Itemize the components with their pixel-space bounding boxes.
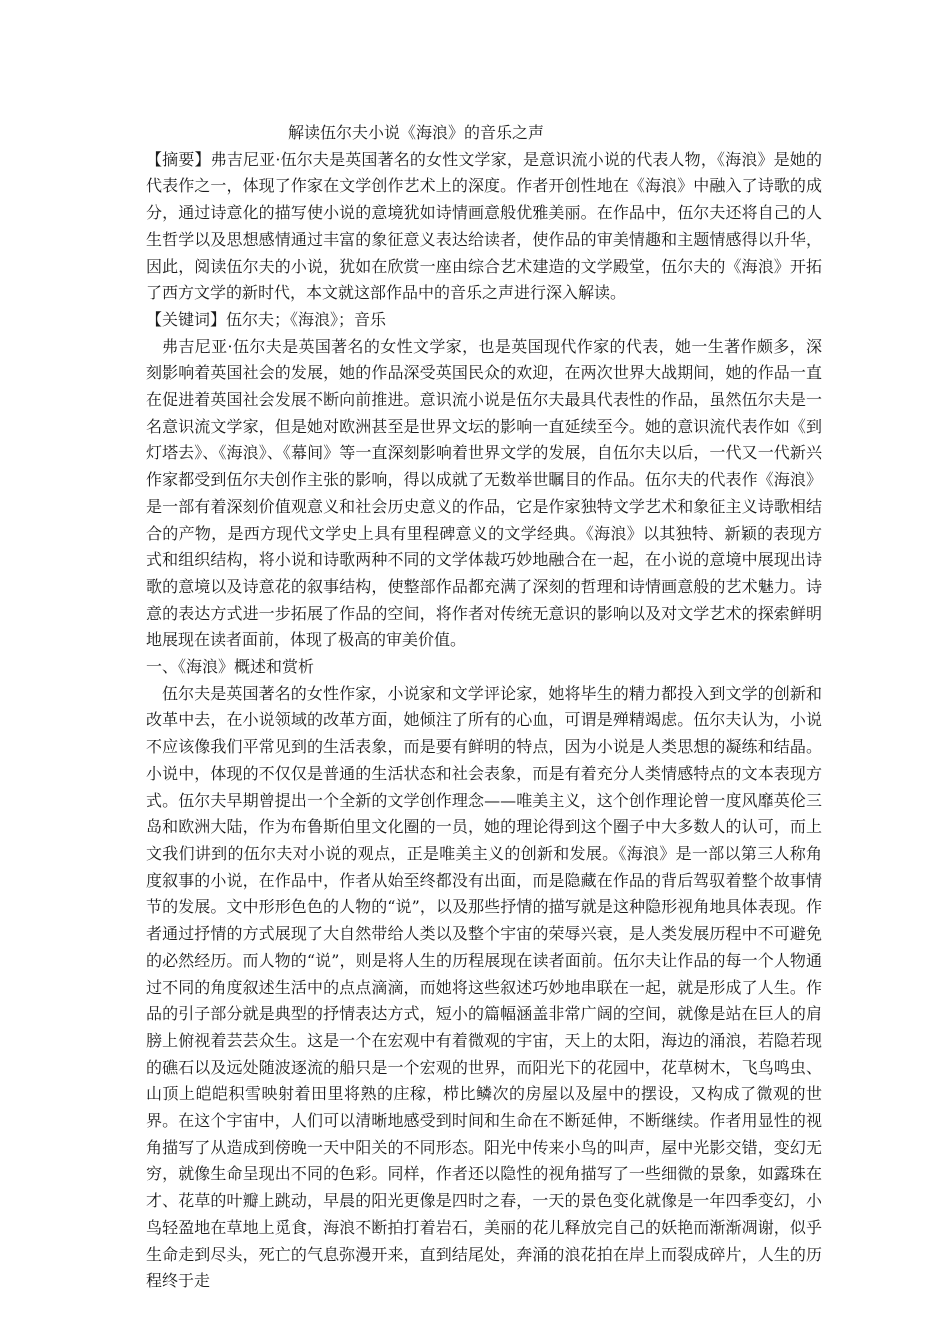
section-heading-1: 一、《海浪》概述和赏析 [146,657,315,677]
keywords-label: 【关键词】 [146,309,227,329]
abstract-label: 【摘要】 [146,149,211,169]
intro-paragraph: 弗吉尼亚·伍尔夫是英国著名的女性文学家，也是英国现代作家的代表，她一生著作颇多，深刻影响着英国社会的发展，她的作品深受英国民众的欢迎，在两次世界大战期间，她的作品一直在促进着英国社会发展不断向前推进。意识流小说是伍尔夫最具代表性的作品，虽然伍尔夫是一名意识流文学家，但是她对欧洲甚至是世界文坛的影响一直延续至今。她的意识流代表作如《到灯塔去》、《海浪》、《幕间》等一直深刻影响着世界文学的发展，自伍尔夫以后，一代又一代新兴作家都受到伍尔夫创作主张的影响，得以成就了无数举世瞩目的作品。伍尔夫的代表作《海浪》是一部有着深刻价值观意义和社会历史意义的作品，它是作家独特文学艺术和象征主义诗歌相结合的产物，是西方现代文学史上具有里程碑意义的文学经典。《海浪》以其独特、新颖的表现方式和组织结构，将小说和诗歌两种不同的文学体裁巧妙地融合在一起，在小说的意境中展现出诗歌的意境以及诗意花的叙事结构，使整部作品都充满了深刻的哲理和诗情画意般的艺术魅力。诗意的表达方式进一步拓展了作品的空间，将作者对传统无意识的影响以及对文学艺术的探索鲜明地展现在读者面前，体现了极高的审美价值。 [146,336,822,650]
keywords-text: 伍尔夫；《海浪》；音乐 [226,309,387,329]
document-title: 解读伍尔夫小说《海浪》的音乐之声 [288,123,545,142]
document-page [146,120,822,1295]
section-1-paragraph: 伍尔夫是英国著名的女性作家，小说家和文学评论家，她将毕生的精力都投入到文学的创新和改革中去，在小说领域的改革方面，她倾注了所有的心血，可谓是殚精竭虑。伍尔夫认为，小说不应该像我们平常见到的生活表象，而是要有鲜明的特点，因为小说是人类思想的凝练和结晶。小说中，体现的不仅仅是普通的生活状态和社会表象，而是有着充分人类情感特点的文本表现方式。伍尔夫早期曾提出一个全新的文学创作理念——唯美主义，这个创作理论曾一度风靡英伦三岛和欧洲大陆，作为布鲁斯伯里文化圈的一员，她的理论得到这个圈子中大多数人的认可，而上文我们讲到的伍尔夫对小说的观点，正是唯美主义的创新和发展。《海浪》是一部以第三人称角度叙事的小说，在作品中，作者从始至终都没有出面，而是隐藏在作品的背后驾驭着整个故事情节的发展。文中形形色色的人物的“说”，以及那些抒情的描写就是这种隐形视角地具体表现。作者通过抒情的方式展现了大自然带给人类以及整个宇宙的荣辱兴衰，是人类发展历程中不可避免的必然经历。而人物的“说”，则是将人生的历程展现在读者面前。伍尔夫让作品的每一个人物通过不同的角度叙述生活中的点点滴滴，而她将这些叙述巧妙地串联在一起，就是形成了人生。作品的引子部分就是典型的抒情表达方式，短小的篇幅涵盖非常广阔的空间，就像是站在巨人的肩膀上俯视着芸芸众生。这是一个在宏观中有着微观的宇宙，天上的太阳，海边的涌浪，若隐若现的礁石以及远处随波逐流的船只是一个宏观的世界，而阳光下的花园中，花草树木，飞鸟鸣虫、山顶上皑皑积雪映射着田里将熟的庄稼，栉比鳞次的房屋以及屋中的摆设，又构成了微观的世界。在这个宇宙中，人们可以清晰地感受到时间和生命在不断延伸，不断继续。作者用显性的视角描写了从造成到傍晚一天中阳关的不同形态。阳光中传来小鸟的叫声，屋中光影交错，变幻无穷，就像生命呈现出不同的色彩。同样，作者还以隐性的视角描写了一些细微的景象，如露珠在才、花草的叶瓣上跳动，早晨的阳光更像是四时之春，一天的景色变化就像是一年四季变幻，小鸟轻盈地在草地上觅食，海浪不断拍打着岩石，美丽的花儿释放完自己的妖艳而渐渐凋谢，似乎生命走到尽头，死亡的气息弥漫开来，直到结尾处，奔涌的浪花拍在岸上而裂成碎片，人生的历程终于走 [146,683,822,1291]
keywords [146,307,822,334]
abstract-text: 弗吉尼亚·伍尔夫是英国著名的女性文学家，是意识流小说的代表人物，《海浪》是她的代表作之一，体现了作家在文学创作艺术上的深度。作者开创性地在《海浪》中融入了诗歌的成分，通过诗意化的描写使小说的意境犹如诗情画意般优雅美丽。在作品中，伍尔夫还将自己的人生哲学以及思想感情通过丰富的象征意义表达给读者，使作品的审美情趣和主题情感得以升华，因此，阅读伍尔夫的小说，犹如在欣赏一座由综合艺术建造的文学殿堂，伍尔夫的《海浪》开拓了西方文学的新时代，本文就这部作品中的音乐之声进行深入解读。 [146,149,822,303]
abstract [146,147,822,307]
